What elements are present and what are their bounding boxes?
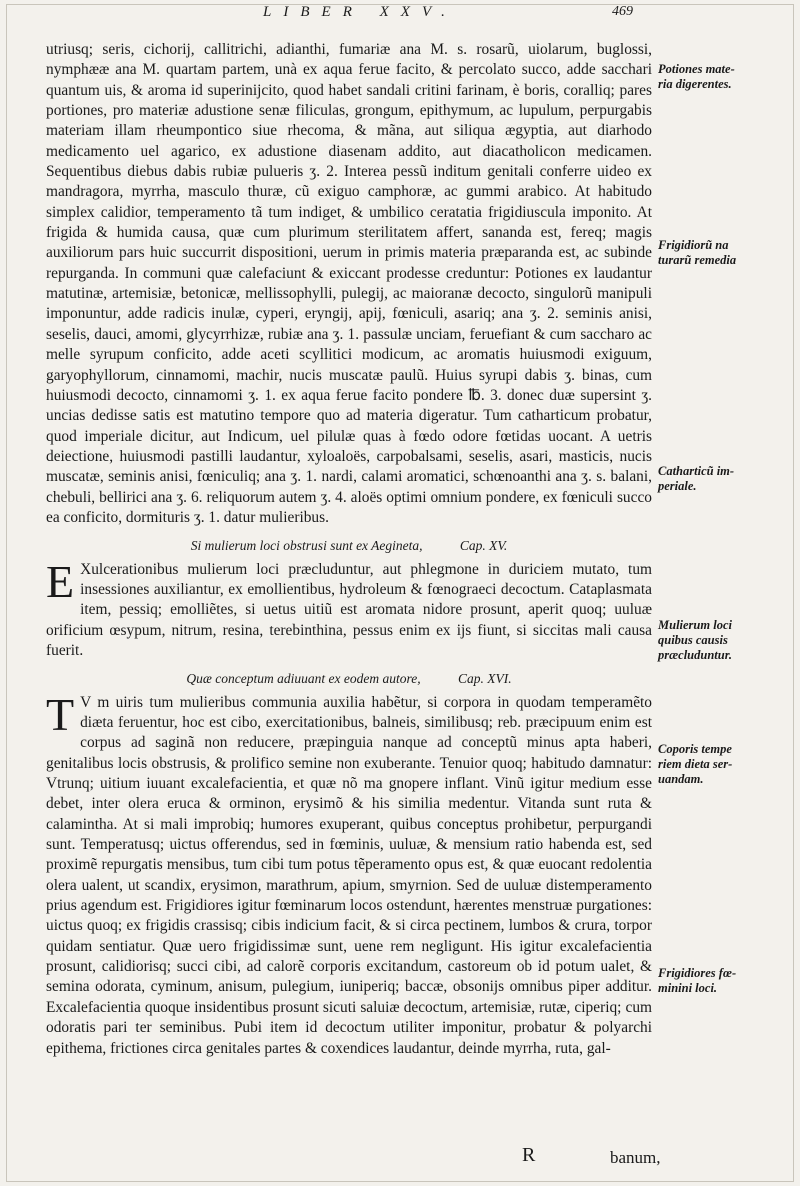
margin-note-line: Potiones mate-: [658, 62, 735, 76]
chapter-15-heading: [46, 536, 652, 556]
margin-note: [658, 618, 786, 663]
chapter-16-paragraph: [46, 688, 652, 1059]
margin-note: [658, 464, 786, 494]
chapter-15-initial: E: [46, 555, 75, 607]
chapter-15-text: Xulcerationibus mulierum loci præcluduntur, aut phlegmone in duriciem mutato, tum insessiones auxiliantur, ex emollientibus, hydroleum & fœnograeci decoctum. Cataplasmata item, pessiq; emolliẽtes, si uetus uitiũ est aromata nidore prosunt, aperit quoq; uuluæ orificium œsypum, nitrum, resina, terebinthina, pessus enim ex ijs fiunt, si siccitas mali causa fuerit.: [46, 560, 652, 659]
margin-note-line: Frigidiores fœ-: [658, 966, 737, 980]
margin-note-line: Catharticũ im-: [658, 464, 735, 478]
margin-note: [658, 742, 786, 787]
chapter-15-title: Si mulierum loci obstrusi sunt ex Aegineta,: [190, 538, 423, 554]
chapter-16-initial: T: [46, 688, 75, 740]
page-number: 469: [612, 4, 633, 19]
margin-note: [658, 62, 786, 92]
chapter-16-number: Cap. XVI.: [457, 671, 512, 687]
chapter-16-title: Quæ conceptum adiuuant ex eodem autore,: [186, 671, 421, 687]
margin-note-line: riem dieta ser-: [658, 757, 733, 771]
main-text-block: [46, 40, 652, 1059]
catchword: banum,: [610, 1148, 661, 1167]
margin-note-line: minini loci.: [658, 981, 718, 995]
signature-mark: R: [522, 1144, 536, 1166]
margin-note: [658, 238, 786, 268]
chapter-15-number: Cap. XV.: [459, 538, 508, 554]
margin-note-line: quibus causis: [658, 633, 728, 647]
chapter-16-heading: [46, 669, 652, 689]
margin-note-line: Mulierum loci: [658, 618, 732, 632]
running-head: [0, 4, 800, 28]
running-head-title: LIBER XXV.: [263, 4, 457, 20]
chapter-15-paragraph: [46, 555, 652, 662]
margin-note-line: periale.: [658, 479, 697, 493]
margin-note-line: turarũ remedia: [658, 253, 737, 267]
margin-note-line: præcluduntur.: [658, 648, 732, 662]
margin-note: [658, 966, 786, 996]
margin-note-line: ria digerentes.: [658, 77, 732, 91]
margin-note-line: Coporis tempe: [658, 742, 732, 756]
margin-note-line: uandam.: [658, 772, 704, 786]
section-1-paragraph: utriusq; seris, cichorij, callitrichi, adianthi, fumariæ ana M. s. rosarũ, uiolarum, buglossi, nymphææ ana M. quartam partem, unà ex aqua ferue facito, & percolato succo, adde sacchari quantum uis, & aroma id superinijcito, quod habet sandali critini farinam, è boris, coralliq; pares portiones, pro materiæ adustione senæ filiculas, grongum, epithymum, ac lupulum, perpurgabis materiam illam rheumpontico siue rhecoma, & mãna, aut siliqua ægyptia, aut diarhodo medicamento uel agarico, ex adustione diasenam addito, aut diacatholicon medicamen. Sequentibus diebus dabis rubiæ pulueris ʒ. 2. Interea pessũ inditum genitali conferre uideo ex mandragora, myrrha, masculo thuræ, cũ exiguo camphoræ, ac gummi arabico. At habitudo simplex calidior, temperamento tã tum indiget, & umbilico ceratatia frigidiuscula imponito. At frigida & humida causa, quæ cum plurimum sterilitatem affert, sananda est, fereq; magis auxiliorum pars huic succurrit dispositioni, uerum in primis materia præparanda est, ac subinde repurganda. In communi quæ calefaciunt & exiccant prodesse creduntur: Potiones ex laudantur matutinæ, artemisiæ, betonicæ, mellissophylli, pulegij, ac maioranæ decocto, singulorũ manipuli imponuntur, adde radicis inulæ, cyperi, eryngij, apij, fœniculi, asariq; ana ʒ. 2. seminis anisi, seselis, dauci, amomi, glycyrrhizæ, rubiæ ana ʒ. 1. passulæ unciam, feruefiant & cum saccharo ac melle syrupum conficito, adde aceti scyllitici modicum, ac aromatis huiusmodi exiguum, garyophyllorum, cinnamomi, machir, nucis muscatæ paulũ. Huius syrupi dabis ʒ. binas, cum huiusmodi decocto, cinnamomi ʒ. 1. ex aqua ferue facito pondere ℔. 3. donec duæ supersint ʒ. uncias dedisse satis est matutino tempore quo ad materia digeratur. Tum catharticum probatur, quod imperiale dicitur, aut Indicum, uel pilulæ quas à fœdo odore fœtidas uocant. A uetris deiectione, huiusmodi pastilli laudantur, xyloaloës, carpobalsami, seselis, asari, masticis, nucis muscatæ, seminis anisi, fœniculiq; ana ʒ. 1. nardi, calami aromatici, schœnoanthi ana ʒ. s. balani, chebuli, bellirici ana ʒ. 6. reliquorum autem ʒ. 4. aloës optimi omnium pondere, ex fœniculi succo ea conficito, dormituris ʒ. 1. datur mulieribus.: [46, 41, 652, 526]
margin-note-line: Frigidiorũ na: [658, 238, 729, 252]
chapter-16-text: V m uiris tum mulieribus communia auxilia habẽtur, si corpora in quodam temperamẽto diæta feruentur, hoc est cibo, exercitationibus, balneis, similibusq; reb. præcipuum enim est corpus ad saginã non reducere, præpinguia nanque ad conceptũ minus apta haberi, genitalibus locis obstrusis, & prolifico semine non exuberante. Tenuior quoq; habitudo damnatur: Vtrunq; uitium iuuant excalefacientia, et quæ nõ ma gnopere inflant. Vinũ igitur medium esse debet, inter olera eruca & orminon, erysimõ & his similia medentur. Vitanda sunt ruta & calamintha. At si mali improbiq; humores exuperant, quibus conceptus prohibetur, perpurgandi sunt. Temperatusq; uictus offerendus, sed in fœminis, uuluæ, & mensium ratio habenda est, sed proximẽ repurgatis mensibus, tum cibi tum potus tẽperamento opus est, & quæ euocant redolentia olera ualent, ut scandix, erysimon, marathrum, apium, smyrnion. Sed de uuluæ distemperamento prius agendum est. Frigidiores igitur fœminarum locos ostendunt, hærentes menstruæ purgationes: uictus quoq; ex frigidis crassisq; cibis indicium facit, & si circa pectinem, lumbos & crura, torpor quidam sentiatur. Quæ uero frigidissimæ sunt, uene rem negligunt. His igitur excalefacientia prosunt, calidiorisq; succi cibi, ad calorẽ corporis excitandum, castoreum ob id potum ualet, & semina odorata, cyminum, anisum, pulegium, iuniperiq; baccæ, obsonijs omnibus piper additur. Excalefacientia quoque insidentibus prosunt sicuti saluiæ decoctum, artemisiæ, rutæ, ciperiq; cum odoratis pari ter seminibus. Pubi item id decoctum utiliter imponitur, probatur & polyarchi epithema, frictiones circa genitales partes & coxendices laudantur, deinde myrrha, ruta, gal-: [46, 693, 652, 1057]
